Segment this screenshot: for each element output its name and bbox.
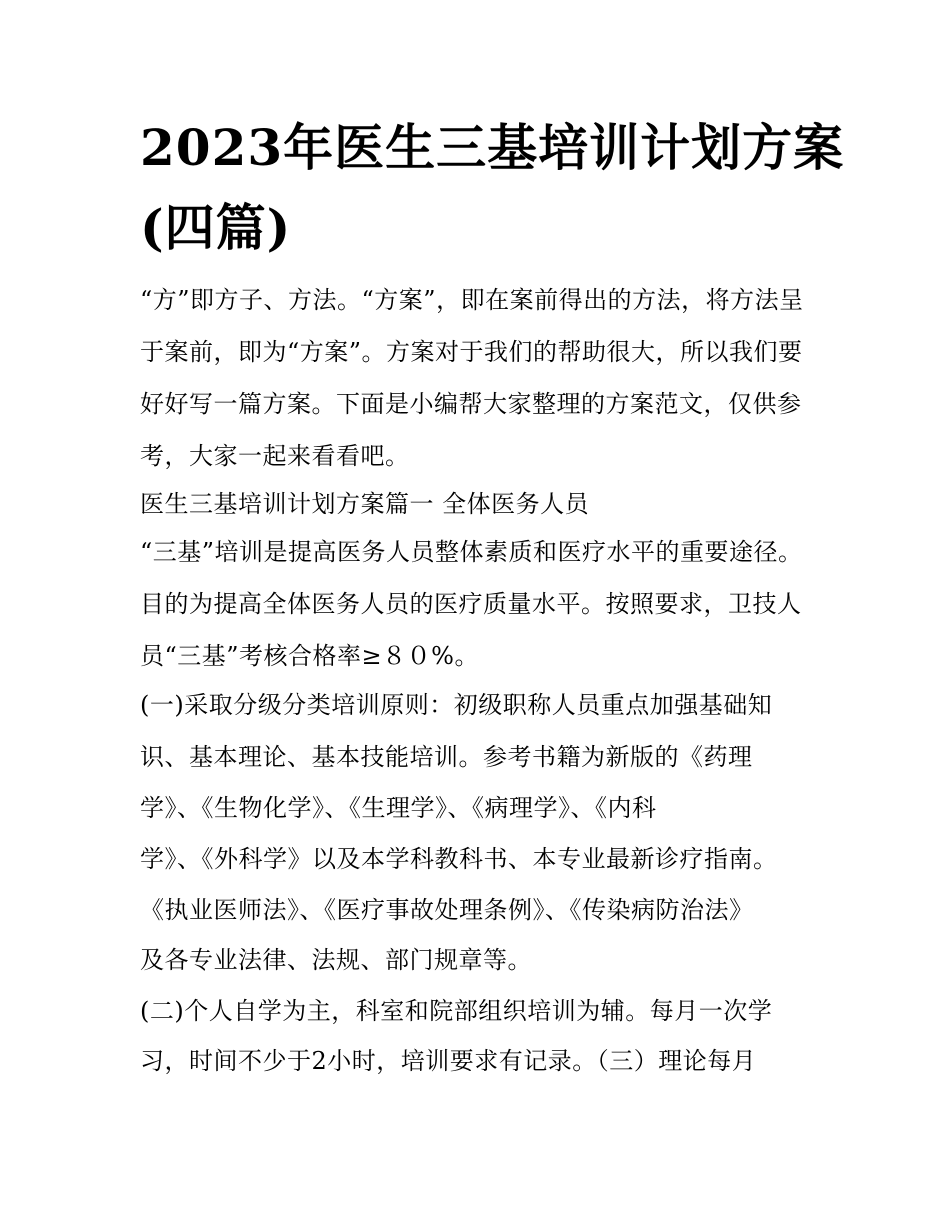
- body-line: 及各专业法律、法规、部门规章等。: [140, 946, 532, 974]
- body-line: 考，大家一起来看看吧。: [140, 442, 410, 470]
- document-title-line-1: 2023年医生三基培训计划方案: [140, 118, 845, 177]
- body-line: 学》、《生物化学》、《生理学》、《病理学》、《内科: [140, 794, 657, 822]
- body-line: 目的为提高全体医务人员的医疗质量水平。按照要求，卫技人: [140, 590, 802, 618]
- body-line: 于案前，即为“方案”。方案对于我们的帮助很大，所以我们要: [140, 338, 803, 366]
- section-heading: 医生三基培训计划方案篇一 全体医务人员: [140, 490, 590, 518]
- body-line: 《执业医师法》、《医疗事故处理条例》、《传染病防治法》: [140, 896, 754, 924]
- body-line: “三基”培训是提高医务人员整体素质和医疗水平的重要途径。: [140, 538, 803, 566]
- document-title-line-2: (四篇): [140, 198, 292, 257]
- body-line: 学》、《外科学》以及本学科教科书、本专业最新诊疗指南。: [140, 845, 778, 873]
- body-line: 好好写一篇方案。下面是小编帮大家整理的方案范文，仅供参: [140, 390, 802, 418]
- body-line: 识、基本理论、基本技能培训。参考书籍为新版的《药理: [140, 743, 753, 771]
- body-line: (一)采取分级分类培训原则：初级职称人员重点加强基础知: [140, 691, 773, 719]
- body-line: “方”即方子、方法。“方案”，即在案前得出的方法，将方法呈: [140, 286, 804, 314]
- body-line: 习，时间不少于2小时，培训要求有记录。（三）理论每月: [140, 1047, 757, 1075]
- body-line: 员“三基”考核合格率≥８０%。: [140, 642, 479, 670]
- body-line: (二)个人自学为主，科室和院部组织培训为辅。每月一次学: [140, 997, 773, 1025]
